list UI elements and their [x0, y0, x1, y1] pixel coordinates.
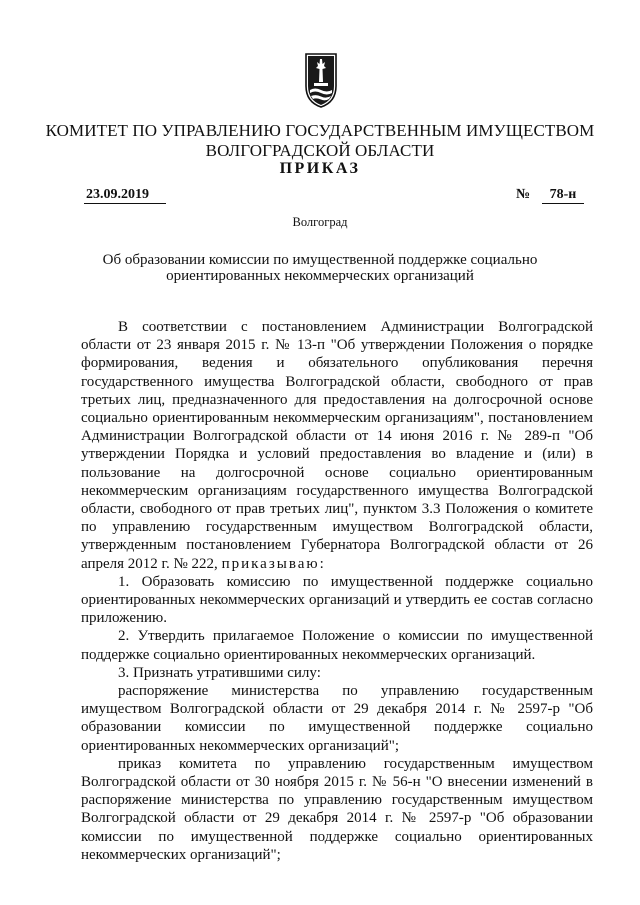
item-3a: распоряжение министерства по управлению государственным имуществом Волгоградской области от 29 декабря 2014 г. № 2597-р "Об образовании комиссии по имущественной поддержке социально ориентированных некоммерческих организаций";	[81, 683, 593, 754]
document-subject: Об образовании комиссии по имущественной поддержке социально ориентированных некоммерческих организаций	[102, 252, 538, 284]
organization-name-line2: ВОЛГОГРАДСКОЙ ОБЛАСТИ	[205, 141, 435, 160]
document-type: ПРИКАЗ	[279, 160, 361, 177]
item-2: 2. Утвердить прилагаемое Положение о комиссии по имущественной поддержке социально ориентированных некоммерческих организаций.	[81, 628, 593, 663]
document-number: 78-н	[542, 187, 584, 204]
organization-name-line1: КОМИТЕТ ПО УПРАВЛЕНИЮ ГОСУДАРСТВЕННЫМ ИМУЩЕСТВОМ	[45, 121, 595, 140]
item-3b: приказ комитета по управлению государственным имуществом Волгоградской области от 30 ноября 2015 г. № 56-н "О внесении изменений в распоряжение министерства по управлению государственным имуществом Волгоградской области от 29 декабря 2014 г. № 2597-р "Об образовании комиссии по имущественной поддержке социально ориентированных некоммерческих организаций";	[81, 755, 593, 863]
issue-city: Волгоград	[292, 215, 348, 229]
number-sign: №	[516, 187, 531, 202]
document-body	[81, 318, 593, 864]
document-date: 23.09.2019	[84, 187, 166, 204]
item-1: 1. Образовать комиссию по имущественной поддержке социально ориентированных некоммерческих организаций и утвердить ее состав согласно приложению.	[81, 573, 593, 627]
order-word: приказываю:	[221, 555, 326, 572]
item-3: 3. Признать утратившими силу:	[118, 664, 321, 681]
preamble-paragraph	[81, 318, 593, 573]
preamble-text: В соответствии с постановлением Администрации Волгоградской области от 23 января 2015 г. № 13-п "Об утверждении Положения о порядке формирования, ведения и обязательного опубликования перечня государственного имущества Волгоградской области, свободного от прав третьих лиц, предназначенного для предоставления на долгосрочной основе социально ориентированным некоммерческим организациям", постановлением Администрации Волгоградской области от 14 июня 2016 г. № 289-п "Об утверждении Порядка и условий предоставления во владение и (или) в пользование на долгосрочной основе социально ориентированным некоммерческим организациям государственного имущества Волгоградской области, свободного от прав третьих лиц", пунктом 3.3 Положения о комитете по управлению государственным имуществом Волгоградской области, утвержденным постановлением Губернатора Волгоградской области от 26 апреля 2012 г. № 222,	[81, 319, 593, 572]
volgograd-coat-of-arms-icon	[304, 52, 338, 108]
